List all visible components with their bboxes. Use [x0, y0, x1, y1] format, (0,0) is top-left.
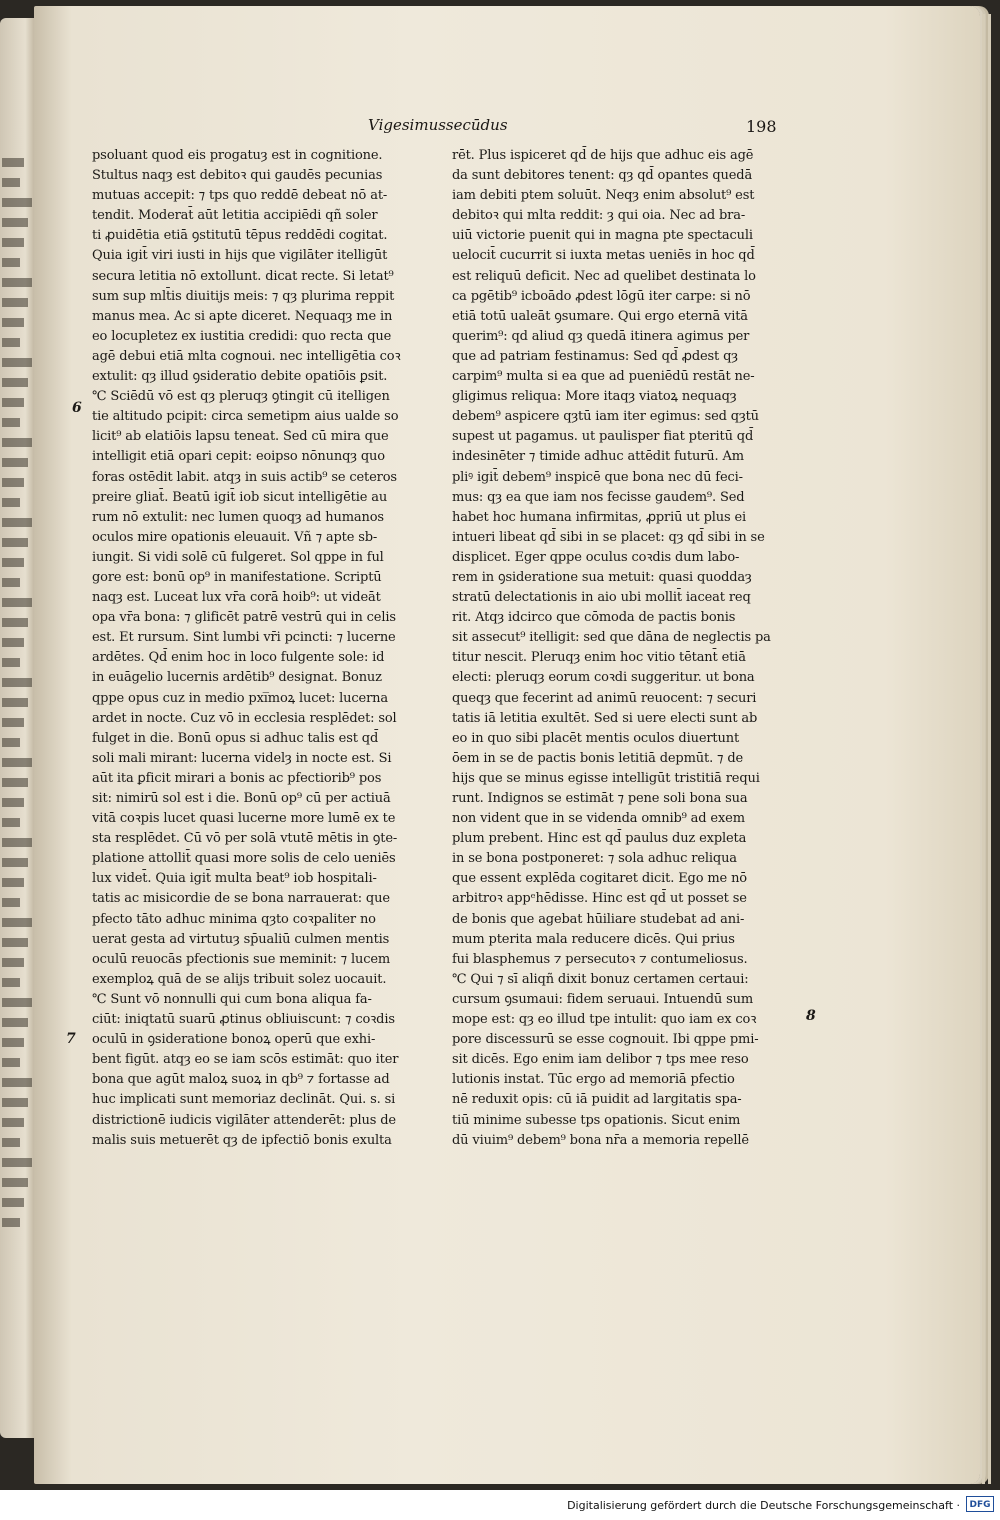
previous-page-text-fragment [2, 598, 32, 607]
text-line: aūt ita ꝑficit mirari a bonis ac pfectiorib⁹ pos [92, 770, 382, 786]
text-line: tatis iā letitia exultēt. Sed si uere electi sunt ab [452, 710, 758, 726]
previous-page-text-fragment [2, 338, 20, 347]
text-line: Quia igit̄ viri iusti in hijs que vigilāter itelligūt [92, 248, 388, 264]
text-line: in euāgelio lucernis ardētib⁹ designat. Bonuz [92, 670, 382, 686]
text-line: arbitroꝛ appᵉhēdisse. Hinc est qd̄ ut posset se [452, 891, 747, 907]
previous-page-text-fragment [2, 378, 28, 387]
text-line: mum pterita mala reducere dicēs. Qui prius [452, 931, 735, 947]
previous-page-text-fragment [2, 778, 28, 787]
text-column-left [92, 146, 438, 1151]
text-line: Stultus naqȝ est debitoꝛ qui gaudēs pecunias [92, 168, 383, 184]
text-line: manus mea. Ac si apte diceret. Nequaqȝ me in [92, 308, 393, 324]
previous-page-text-fragment [2, 978, 20, 987]
previous-page-text-fragment [2, 858, 28, 867]
previous-page-text-fragment [2, 298, 28, 307]
previous-page-text-fragment [2, 178, 20, 187]
text-line: ℃ Sciēdū vō est qȝ pleruqȝ ꝯtingit cū itelligen [92, 389, 390, 405]
text-line: rum nō extulit: nec lumen quoqȝ ad humanos [92, 509, 384, 525]
text-line: hijs que se minus egisse intelligūt tristitiā requi [452, 770, 760, 786]
previous-page-text-fragment [2, 938, 28, 947]
previous-page-text-fragment [2, 1038, 24, 1047]
dfg-logo: DFG [966, 1496, 994, 1512]
text-line: carpim⁹ multa si ea que ad pueniēdū restāt ne- [452, 369, 755, 385]
text-line: mus: qȝ ea que iam nos fecisse gaudem⁹. Sed [452, 489, 745, 505]
text-line: rem in ꝯsideratione sua metuit: quasi quoddaȝ [452, 569, 752, 585]
previous-page-text-fragment [2, 578, 20, 587]
text-line: fui blasphemus ⁊ persecutoꝛ ⁊ contumeliosus. [452, 951, 748, 967]
text-line: exemploꝝ quā de se alijs tribuit solez uocauit. [92, 971, 387, 987]
text-line: iam debiti ptem soluūt. Neqȝ enim absolut⁹ est [452, 188, 755, 204]
text-line: que essent explēda cogitaret dicit. Ego me nō [452, 871, 747, 887]
text-line: uiū victorie puenit qui in magna pte spectaculi [452, 228, 753, 244]
previous-page-text-fragment [2, 958, 24, 967]
text-line: extulit: qȝ illud ꝯsideratio debite opatiōis ꝑsit. [92, 369, 388, 385]
previous-page-text-fragment [2, 438, 32, 447]
text-line: sit: nimirū sol est i die. Bonū op⁹ cū per actiuā [92, 791, 391, 806]
previous-page-text-fragment [2, 1118, 24, 1127]
text-line: platione attollit̄ quasi more solis de celo ueniēs [92, 851, 396, 867]
text-line: displicet. Eger qppe oculus coꝛdis dum labo- [452, 549, 740, 565]
previous-page-text-fragment [2, 278, 32, 287]
previous-page-text-fragment [2, 1098, 28, 1107]
previous-page-text-fragment [2, 798, 24, 807]
text-line: secura letitia nō extollunt. dicat recte. Si letat⁹ [92, 268, 394, 284]
text-line: ōem in se de pactis bonis letitiā depmūt. ⁊ de [452, 750, 744, 766]
text-line: intelligit etiā opari cepit: eoipso nōnunqȝ quo [92, 449, 385, 465]
text-line: soli mali mirant: lucerna videlȝ in nocte est. Si [92, 750, 392, 766]
text-line: intueri libeat qd̄ sibi in se placet: qȝ qd̄ sibi in se [452, 529, 765, 545]
funding-credit: Digitalisierung gefördert durch die Deutsche Forschungsgemeinschaft · [567, 1499, 960, 1512]
text-line: rēt. Plus ispiceret qd̄ de hijs que adhuc eis agē [452, 148, 754, 163]
text-line: runt. Indignos se estimāt ⁊ pene soli bona sua [452, 791, 748, 806]
text-line: da sunt debitores tenent: qȝ qd̄ opantes quedā [452, 168, 753, 184]
text-line: opa vr̄a bona: ⁊ glificēt patrē vestrū qui in celis [92, 610, 396, 626]
previous-page-text-fragment [2, 538, 28, 547]
text-line: electi: pleruqȝ eorum coꝛdi suggeritur. ut bona [452, 670, 755, 686]
text-line: oculū in ꝯsideratione bonoꝝ operū que exhi- [92, 1032, 376, 1048]
text-line: est. Et rursum. Sint lumbi vr̄i pcincti: ⁊ lucerne [92, 630, 396, 646]
previous-page-text-fragment [2, 1218, 20, 1227]
text-line: gore est: bonū op⁹ in manifestatione. Scriptū [92, 569, 382, 585]
previous-page-text-fragment [2, 258, 20, 267]
text-line: que ad patriam festinamus: Sed qd̄ ꝓdest qȝ [452, 348, 738, 364]
text-line: huc implicati sunt memoriaz declināt. Qui. s. si [92, 1092, 396, 1108]
text-line: tendit. Moderat̄ aūt letitia accipiēdi qñ soler [92, 208, 378, 224]
text-line: psoluant quod eis progatuȝ est in cognitione. [92, 148, 383, 163]
text-line: rit. Atqȝ idcirco que cōmoda de pactis bonis [452, 610, 736, 626]
text-line: ciūt: iniqtatū suarū ꝓtinus obliuiscunt: ⁊ coꝛdis [92, 1012, 395, 1028]
text-line: districtionē iudicis vigilāter attenderēt: plus de [92, 1112, 396, 1128]
text-line: querim⁹: qd aliud qȝ quedā itinera agimus per [452, 328, 750, 344]
text-line: lux videt̄. Quia igit̄ multa beat⁹ iob hospitali- [92, 871, 377, 887]
text-line: fulget in die. Bonū opus si adhuc talis est qd̄ [92, 730, 379, 746]
text-line: qppe opus cuz in medio pxi̅moꝝ lucet: lucerna [92, 690, 388, 706]
text-line: queqȝ que fecerint ad animū reuocent: ⁊ securi [452, 690, 757, 706]
page-edge [982, 14, 985, 1484]
previous-page-text-fragment [2, 358, 32, 367]
text-line: pore discessurū se esse cognouit. Ibi qppe pmi- [452, 1032, 759, 1048]
previous-page-text-fragment [2, 1018, 28, 1027]
page-edge [988, 14, 991, 1484]
previous-page-text-fragment [2, 318, 24, 327]
previous-page-text-fragment [2, 998, 32, 1007]
text-line: cursum ꝯsumaui: fidem seruaui. Intuendū sum [452, 991, 754, 1007]
text-line: eo locupletez ex iustitia credidi: quo recta que [92, 328, 392, 344]
previous-page-text-fragment [2, 638, 24, 647]
previous-page-edge [0, 18, 36, 1438]
text-line: mutuas accepit: ⁊ tps quo reddē debeat nō at- [92, 188, 388, 204]
text-line: de bonis que agebat hūiliare studebat ad ani- [452, 911, 745, 927]
text-line: naqȝ est. Luceat lux vr̄a corā hoib⁹: ut videāt [92, 590, 381, 606]
previous-page-text-fragment [2, 458, 28, 467]
previous-page-text-fragment [2, 518, 32, 527]
text-line: ca pgētib⁹ icboādo ꝓdest lōgū iter carpe: si nō [452, 288, 751, 304]
text-line: non vident que in se videnda omnib⁹ ad exem [452, 811, 745, 827]
text-line: tiū minime subesse tps opationis. Sicut enim [452, 1112, 741, 1128]
text-line: bent figūt. atqȝ eo se iam scōs estimāt: quo iter [92, 1052, 399, 1068]
text-line: plum prebent. Hinc est qd̄ paulus duz expleta [452, 831, 747, 847]
text-line: uerat gesta ad virtutuȝ sp̄ualiū culmen mentis [92, 931, 390, 947]
previous-page-text-fragment [2, 478, 24, 487]
text-line: indesinēter ⁊ timide adhuc attēdit futurū. Am [452, 449, 744, 465]
previous-page-text-fragment [2, 1078, 32, 1087]
text-line: lutionis instat. Tūc ergo ad memoriā pfectio [452, 1072, 735, 1088]
margin-number: 8 [806, 1008, 816, 1024]
previous-page-text-fragment [2, 418, 20, 427]
text-line: oculū reuocās pfectionis sue meminit: ⁊ lucem [92, 951, 391, 967]
previous-page-text-fragment [2, 838, 32, 847]
previous-page-text-fragment [2, 1158, 32, 1167]
previous-page-text-fragment [2, 1058, 20, 1067]
margin-number: 7 [66, 1031, 76, 1047]
running-title: Vigesimussecūdus [368, 116, 508, 134]
text-line: malis suis metuerēt qȝ de ipfectiō bonis exulta [92, 1132, 392, 1148]
previous-page-text-fragment [2, 618, 28, 627]
previous-page-text-fragment [2, 918, 32, 927]
previous-page-text-fragment [2, 198, 32, 207]
text-line: stratū delectationis in aio ubi mollit̄ iaceat req [452, 590, 751, 606]
text-line: licit⁹ ab elatiōis lapsu teneat. Sed cū mira que [92, 429, 389, 445]
text-line: dū viuim⁹ debem⁹ bona nr̄a a memoria repellē [452, 1132, 749, 1148]
previous-page-text-fragment [2, 698, 28, 707]
previous-page-text-fragment [2, 1138, 20, 1147]
previous-page-text-fragment [2, 218, 28, 227]
text-line: ℃ Sunt vō nonnulli qui cum bona aliqua fa- [92, 991, 372, 1007]
text-line: eo in quo sibi placēt mentis oculos diuertunt [452, 730, 740, 746]
text-line: vitā coꝛpis lucet quasi lucerne more lumē ex te [92, 811, 396, 827]
previous-page-text-fragment [2, 818, 20, 827]
previous-page-text-fragment [2, 238, 24, 247]
text-line: ardet in nocte. Cuz vō in ecclesia resplēdet: sol [92, 710, 397, 726]
text-line: pfecto tāto adhuc minima qȝto coꝛpaliter no [92, 911, 376, 927]
text-line: pliꝰ igit̄ debem⁹ inspicē que bona nec dū feci- [452, 469, 743, 485]
text-line: foras ostēdit labit. atqȝ in suis actib⁹ se ceteros [92, 469, 397, 485]
previous-page-text-fragment [2, 558, 24, 567]
text-line: debem⁹ aspicere qȝtū iam iter egimus: sed qȝtū [452, 409, 759, 425]
previous-page-text-fragment [2, 758, 32, 767]
text-line: ardētes. Qd̄ enim hoc in loco fulgente sole: id [92, 650, 385, 666]
previous-page-text-fragment [2, 678, 32, 687]
text-line: uelocit̄ cucurrit si iuxta metas ueniēs in hoc qd̄ [452, 248, 755, 264]
text-line: gligimus reliqua: More itaqȝ viatoꝝ nequaqȝ [452, 389, 737, 405]
previous-page-text-fragment [2, 398, 24, 407]
text-line: bona que agūt maloꝝ suoꝝ in qb⁹ ⁊ fortasse ad [92, 1072, 390, 1088]
text-line: etiā totū ualeāt ꝯsumare. Qui ergo eternā vitā [452, 308, 748, 324]
text-line: sit dicēs. Ego enim iam delibor ⁊ tps mee reso [452, 1052, 749, 1068]
footer-bar [0, 1490, 1000, 1520]
text-line: ℃ Qui ⁊ sī aliqñ dixit bonuz certamen certaui: [452, 971, 749, 987]
text-line: in se bona postponeret: ⁊ sola adhuc reliqua [452, 851, 737, 867]
text-line: est reliquū deficit. Nec ad quelibet destinata lo [452, 268, 756, 284]
previous-page-text-fragment [2, 658, 20, 667]
previous-page-text-fragment [2, 738, 20, 747]
previous-page-text-fragment [2, 158, 24, 167]
text-line: tatis ac misicordie de se bona narrauerat: que [92, 891, 390, 907]
previous-page-text-fragment [2, 898, 20, 907]
text-line: sta resplēdet. Cū vō per solā vtutē mētis in ꝯte- [92, 831, 398, 847]
text-line: supest ut pagamus. ut paulisper fiat pteritū qd̄ [452, 429, 754, 445]
text-line: ti ꝓuidētia etiā ꝯstitutū tēpus reddēdi cogitat. [92, 228, 388, 244]
text-line: iungit. Si vidi solē cū fulgeret. Sol qppe in ful [92, 549, 384, 565]
text-line: nē reduxit opis: cū iā puidit ad largitatis spa- [452, 1092, 742, 1108]
previous-page-text-fragment [2, 878, 24, 887]
text-line: oculos mire opationis eleuauit. Vñ ⁊ apte sb- [92, 529, 378, 545]
text-line: habet hoc humana infirmitas, ꝓpriū ut plus ei [452, 509, 747, 525]
text-line: debitoꝛ qui mlta reddit: ȝ qui oia. Nec ad bra- [452, 208, 746, 224]
folio-number: 198 [746, 117, 777, 136]
text-line: mope est: qȝ eo illud tpe intulit: quo iam ex coꝛ [452, 1012, 757, 1028]
previous-page-text-fragment [2, 498, 20, 507]
previous-page-text-fragment [2, 718, 24, 727]
text-line: sum sup mlt̄is diuitijs meis: ⁊ qȝ plurima reppit [92, 288, 395, 304]
text-line: titur nescit. Pleruqȝ enim hoc vitio tētant̄ etiā [452, 650, 746, 666]
text-column-right [452, 146, 798, 1151]
text-line: agē debui etiā mlta cognoui. nec intelligētia coꝛ [92, 348, 401, 364]
previous-page-text-fragment [2, 1178, 28, 1187]
text-line: sit assecut⁹ itelligit: sed que dāna de neglectis pa [452, 630, 771, 646]
text-line: preire gliat̄. Beatū igit̄ iob sicut intelligētie au [92, 489, 388, 505]
previous-page-text-fragment [2, 1198, 24, 1207]
margin-number: 6 [72, 400, 82, 416]
text-line: tie altitudo pcipit: circa semetipm aius ualde so [92, 409, 399, 425]
